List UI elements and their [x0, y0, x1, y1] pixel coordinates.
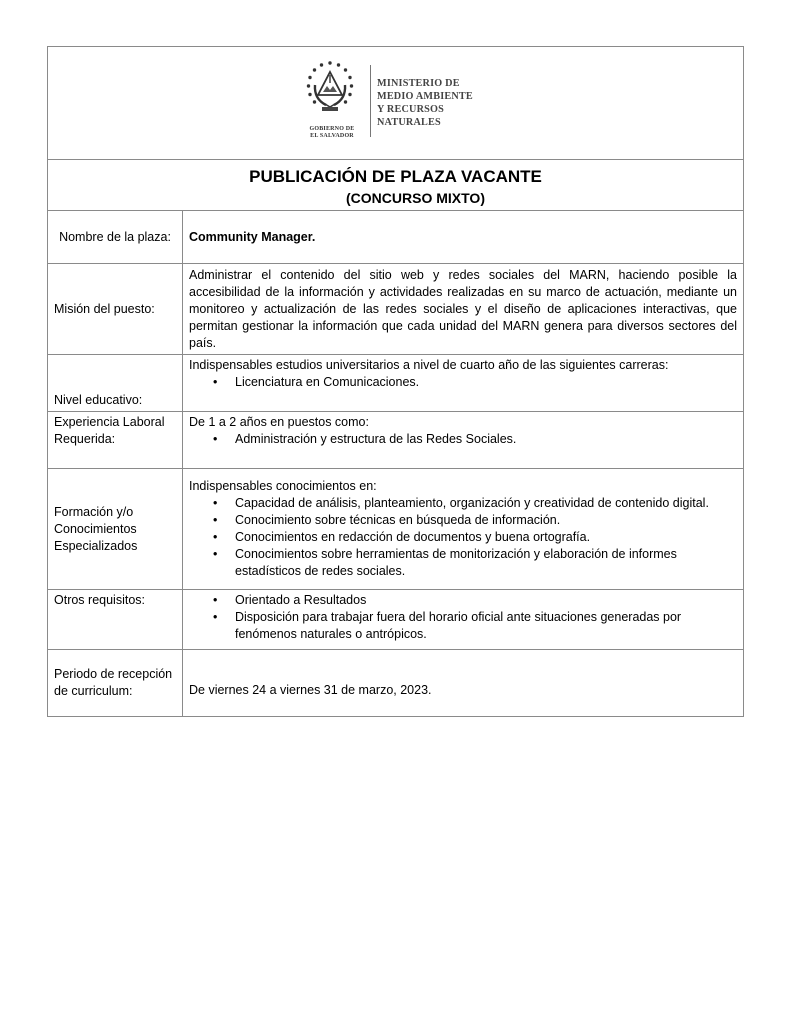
- title-cell: [48, 160, 744, 211]
- list-item: • Conocimiento sobre técnicas en búsqueda de información.: [213, 512, 737, 529]
- experience-list: [189, 431, 737, 448]
- period-value: De viernes 24 a viernes 31 de marzo, 2023.: [183, 650, 744, 717]
- name-value: Community Manager.: [183, 211, 744, 264]
- mission-label: Misión del puesto:: [48, 264, 183, 355]
- other-list: [189, 592, 737, 643]
- list-item: • Capacidad de análisis, planteamiento, organización y creatividad de contenido digital.: [213, 495, 737, 512]
- table-row-period: [48, 650, 744, 717]
- experience-label-line-1: Experiencia Laboral: [54, 415, 165, 429]
- ministry-logo: [300, 59, 500, 147]
- education-list: [189, 374, 737, 391]
- training-content: [183, 469, 744, 590]
- education-intro: Indispensables estudios universitarios a nivel de cuarto año de las siguientes carreras:: [189, 358, 669, 372]
- page-subtitle: (CONCURSO MIXTO): [346, 189, 485, 206]
- period-label-line-2: de curriculum:: [54, 684, 133, 698]
- training-list: [189, 495, 737, 580]
- table-row-experience: [48, 412, 744, 469]
- education-content: [183, 355, 744, 412]
- header-row: [48, 47, 744, 160]
- list-item: • Licenciatura en Comunicaciones.: [213, 374, 737, 391]
- experience-label-line-2: Requerida:: [54, 432, 116, 446]
- ministry-line-4: NATURALES: [377, 117, 441, 128]
- experience-content: [183, 412, 744, 469]
- table-row-name: [48, 211, 744, 264]
- ministry-line-3: Y RECURSOS: [377, 104, 445, 115]
- table-row-training: [48, 469, 744, 590]
- title-row: [48, 160, 744, 211]
- government-label: [300, 126, 364, 140]
- ministry-line-1: MINISTERIO DE: [377, 78, 460, 89]
- gov-label-line-1: GOBIERNO DE: [309, 126, 355, 132]
- other-label: Otros requisitos:: [48, 590, 183, 650]
- training-label-line-1: Formación y/o: [54, 504, 134, 519]
- vacancy-table: [47, 46, 744, 717]
- table-row-mission: [48, 264, 744, 355]
- list-item: • Conocimientos en redacción de documentos y buena ortografía.: [213, 529, 737, 546]
- logo-divider: [370, 65, 371, 137]
- education-label: Nivel educativo:: [48, 355, 183, 412]
- page-title: PUBLICACIÓN DE PLAZA VACANTE: [249, 166, 542, 186]
- table-row-other: [48, 590, 744, 650]
- period-label: [48, 650, 183, 717]
- training-label-line-2: Conocimientos: [54, 521, 137, 536]
- period-label-line-1: Periodo de recepción: [54, 667, 173, 681]
- gov-label-line-2: EL SALVADOR: [310, 133, 354, 139]
- mission-value: Administrar el contenido del sitio web y redes sociales del MARN, haciendo posible la accesibilidad de la información y actividades realizadas en su marco de actuación, mediante un monitoreo y actualización de las redes sociales y el diseño de aplicaciones interactivas, que permitan gestionar la información que cada unidad del MARN genera para diversos sectores del país.: [183, 264, 744, 355]
- list-item: • Disposición para trabajar fuera del horario oficial ante situaciones generadas por fenómenos naturales o antrópicos.: [213, 609, 737, 643]
- other-content: [183, 590, 744, 650]
- ministry-line-2: MEDIO AMBIENTE: [377, 91, 473, 102]
- list-item: • Conocimientos sobre herramientas de monitorización y elaboración de informes estadísticos de redes sociales.: [213, 546, 737, 580]
- list-item: • Administración y estructura de las Redes Sociales.: [213, 431, 737, 448]
- experience-intro: De 1 a 2 años en puestos como:: [189, 415, 369, 429]
- training-label: [48, 469, 183, 590]
- training-label-line-3: Especializados: [54, 538, 138, 553]
- name-label: Nombre de la plaza:: [48, 211, 183, 264]
- national-seal-icon: [300, 59, 360, 121]
- training-intro: Indispensables conocimientos en:: [189, 479, 377, 493]
- header-cell: [48, 47, 744, 160]
- table-row-education: [48, 355, 744, 412]
- experience-label: [48, 412, 183, 469]
- ministry-name: [377, 77, 507, 129]
- list-item: • Orientado a Resultados: [213, 592, 737, 609]
